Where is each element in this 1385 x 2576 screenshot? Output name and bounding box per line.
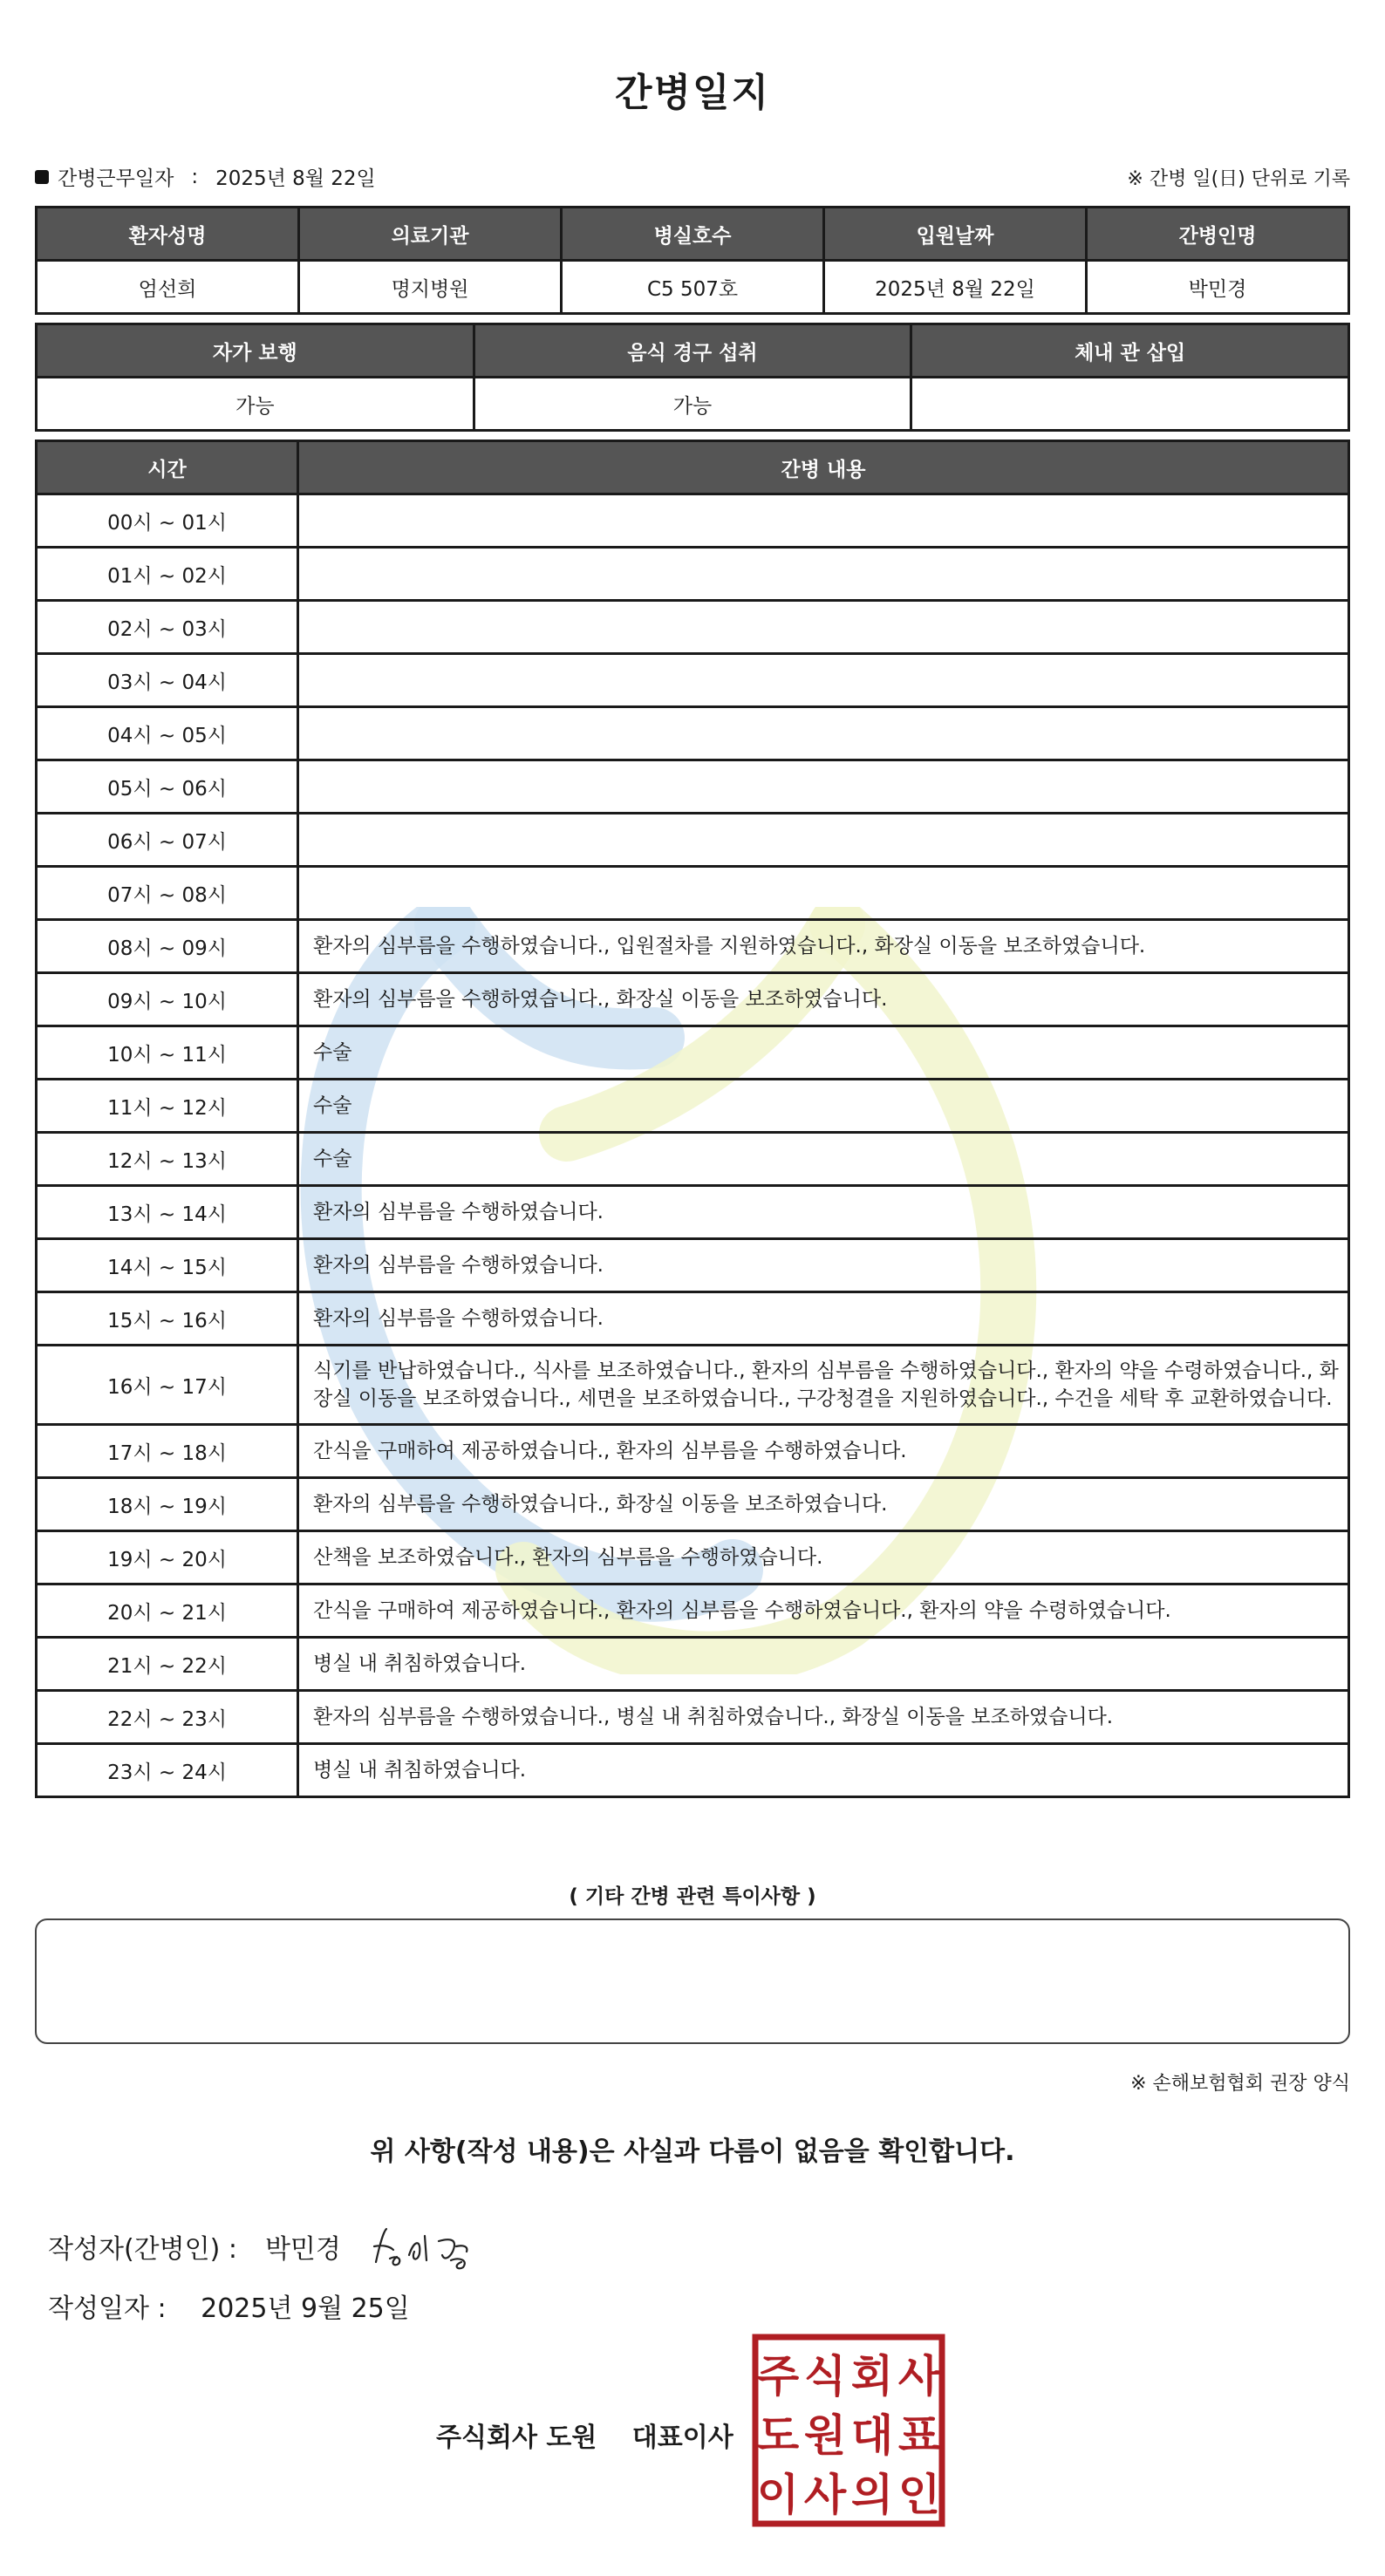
care-log-row [37,1478,1349,1531]
care-log-time: 09시 ~ 10시 [37,973,298,1026]
care-log-row [37,1239,1349,1292]
care-log-row [37,601,1349,654]
seal-glyph: 도 [756,2410,800,2461]
red-company-seal [752,2334,945,2527]
header-hospital: 의료기관 [299,208,562,261]
care-log-content: 환자의 심부름을 수행하였습니다., 입원절차를 지원하였습니다., 화장실 이동을 보조하였습니다. [298,920,1349,973]
writer-line [48,2220,498,2273]
admission-date: 2025년 8월 22일 [824,261,1087,314]
care-log-content [298,760,1349,814]
caregiver-name: 박민경 [1087,261,1349,314]
care-log-time: 18시 ~ 19시 [37,1478,298,1531]
care-log-time: 13시 ~ 14시 [37,1186,298,1239]
care-log-row [37,867,1349,920]
status-header-row [37,324,1349,378]
care-log-row [37,1531,1349,1584]
care-log-row [37,707,1349,760]
care-log-time: 16시 ~ 17시 [37,1346,298,1425]
status-value-row [37,378,1349,431]
header-patient-name: 환자성명 [37,208,299,261]
seal-glyph: 원 [803,2410,847,2461]
tube-insertion-value [911,378,1349,431]
seal-glyph: 인 [897,2470,941,2520]
care-log-time: 12시 ~ 13시 [37,1133,298,1186]
header-room-number: 병실호수 [562,208,824,261]
handwritten-signature [367,2220,498,2273]
care-log-content [298,654,1349,707]
care-log-content: 산책을 보조하였습니다., 환자의 심부름을 수행하였습니다. [298,1531,1349,1584]
care-log-time: 19시 ~ 20시 [37,1531,298,1584]
care-log-row [37,814,1349,867]
header-time: 시간 [37,441,298,494]
separator: : [191,165,199,188]
care-log-content: 환자의 심부름을 수행하였습니다., 화장실 이동을 보조하였습니다. [298,973,1349,1026]
care-log-row [37,1691,1349,1744]
care-log-content [298,707,1349,760]
patient-info-value-row [37,261,1349,314]
seal-glyph: 사 [803,2470,847,2520]
header-admission-date: 입원날짜 [824,208,1087,261]
care-log-header-row [37,441,1349,494]
care-log-row [37,1425,1349,1478]
care-log-content: 환자의 심부름을 수행하였습니다., 병실 내 취침하였습니다., 화장실 이동을 보조하였습니다. [298,1691,1349,1744]
written-date-value: 2025년 9월 25일 [201,2293,410,2324]
care-log-row [37,1292,1349,1346]
care-log-body [37,494,1349,1797]
care-log-row [37,760,1349,814]
written-date-line [48,2286,410,2325]
seal-glyph: 주 [756,2351,800,2402]
seal-glyph: 의 [850,2470,894,2520]
care-log-time: 20시 ~ 21시 [37,1584,298,1638]
patient-info-table [35,206,1350,315]
care-log-row [37,1186,1349,1239]
header-oral-intake: 음식 경구 섭취 [474,324,911,378]
care-log-content [298,601,1349,654]
unit-note: ※ 간병 일(日) 단위로 기록 [1127,168,1350,190]
care-log-row [37,548,1349,601]
work-date-line [35,162,376,191]
black-square-icon [35,170,49,184]
care-log-content: 간식을 구매하여 제공하였습니다., 환자의 심부름을 수행하였습니다. [298,1425,1349,1478]
care-log-row [37,1584,1349,1638]
confirmation-statement: 위 사항(작성 내용)은 사실과 다름이 없음을 확인합니다. [370,2136,1015,2167]
room-number: C5 507호 [562,261,824,314]
header-caregiver-name: 간병인명 [1087,208,1349,261]
work-date-value: 2025년 8월 22일 [215,167,376,190]
care-log-time: 03시 ~ 04시 [37,654,298,707]
care-log-content: 환자의 심부름을 수행하였습니다., 화장실 이동을 보조하였습니다. [298,1478,1349,1531]
care-log-row [37,1744,1349,1797]
care-log-time: 00시 ~ 01시 [37,494,298,548]
care-log-time: 07시 ~ 08시 [37,867,298,920]
care-log-row [37,1133,1349,1186]
care-log-content: 환자의 심부름을 수행하였습니다. [298,1292,1349,1346]
care-log-row [37,973,1349,1026]
care-log-time: 17시 ~ 18시 [37,1425,298,1478]
care-log-content: 수술 [298,1080,1349,1133]
care-log-row [37,1638,1349,1691]
care-log-time: 08시 ~ 09시 [37,920,298,973]
care-log-row [37,1346,1349,1425]
patient-info-header-row [37,208,1349,261]
care-log-content [298,867,1349,920]
company-name: 주식회사 도원 [436,2423,597,2453]
care-log-content: 수술 [298,1026,1349,1080]
notes-title: ( 기타 간병 관련 특이사항 ) [569,1885,816,1908]
seal-glyph: 대 [850,2410,894,2461]
care-log-time: 04시 ~ 05시 [37,707,298,760]
care-log-time: 01시 ~ 02시 [37,548,298,601]
notes-box [35,1918,1350,2044]
company-representative: 대표이사 [631,2423,733,2453]
care-log-content: 식기를 반납하였습니다., 식사를 보조하였습니다., 환자의 심부름을 수행하였습니다., 환자의 약을 수령하였습니다., 화장실 이동을 보조하였습니다., 세면을 보조하였습니다., 구강청결을 지원하였습니다., 수건을 세탁 후 교환하였습니다. [298,1346,1349,1425]
care-log-content [298,814,1349,867]
care-log-content [298,548,1349,601]
patient-status-table [35,323,1350,432]
care-log-time: 22시 ~ 23시 [37,1691,298,1744]
care-log-content: 병실 내 취침하였습니다. [298,1744,1349,1797]
seal-glyph: 식 [803,2351,847,2402]
care-log-row [37,1080,1349,1133]
company-line [436,2416,733,2454]
care-log-content: 환자의 심부름을 수행하였습니다. [298,1239,1349,1292]
care-log-content: 병실 내 취침하였습니다. [298,1638,1349,1691]
care-log-content: 환자의 심부름을 수행하였습니다. [298,1186,1349,1239]
care-log-time: 06시 ~ 07시 [37,814,298,867]
care-log-time: 15시 ~ 16시 [37,1292,298,1346]
care-log-table [35,440,1350,1798]
care-log-time: 14시 ~ 15시 [37,1239,298,1292]
care-log-time: 21시 ~ 22시 [37,1638,298,1691]
header-tube-insertion: 체내 관 삽입 [911,324,1349,378]
oral-intake-value: 가능 [474,378,911,431]
seal-glyph: 이 [756,2470,800,2520]
care-log-content: 간식을 구매하여 제공하였습니다., 환자의 심부름을 수행하였습니다., 환자의 약을 수령하였습니다. [298,1584,1349,1638]
writer-name: 박민경 [264,2234,341,2265]
work-date-label: 간병근무일자 [58,167,174,190]
document-title: 간병일지 [614,71,770,115]
writer-label: 작성자(간병인) : [48,2234,237,2265]
header-walking: 자가 보행 [37,324,474,378]
written-date-label: 작성일자 : [48,2293,167,2324]
seal-glyph: 회 [850,2351,894,2402]
walking-value: 가능 [37,378,474,431]
care-log-content [298,494,1349,548]
care-log-row [37,1026,1349,1080]
care-log-time: 10시 ~ 11시 [37,1026,298,1080]
care-log-content: 수술 [298,1133,1349,1186]
seal-glyph: 표 [897,2410,941,2461]
care-log-time: 23시 ~ 24시 [37,1744,298,1797]
care-log-row [37,654,1349,707]
association-note: ※ 손해보험협회 권장 양식 [1130,2073,1350,2095]
care-log-row [37,920,1349,973]
care-log-row [37,494,1349,548]
patient-name: 엄선희 [37,261,299,314]
care-log-time: 11시 ~ 12시 [37,1080,298,1133]
header-care-content: 간병 내용 [298,441,1349,494]
seal-glyph: 사 [897,2351,941,2402]
hospital: 명지병원 [299,261,562,314]
care-log-time: 05시 ~ 06시 [37,760,298,814]
care-log-time: 02시 ~ 03시 [37,601,298,654]
